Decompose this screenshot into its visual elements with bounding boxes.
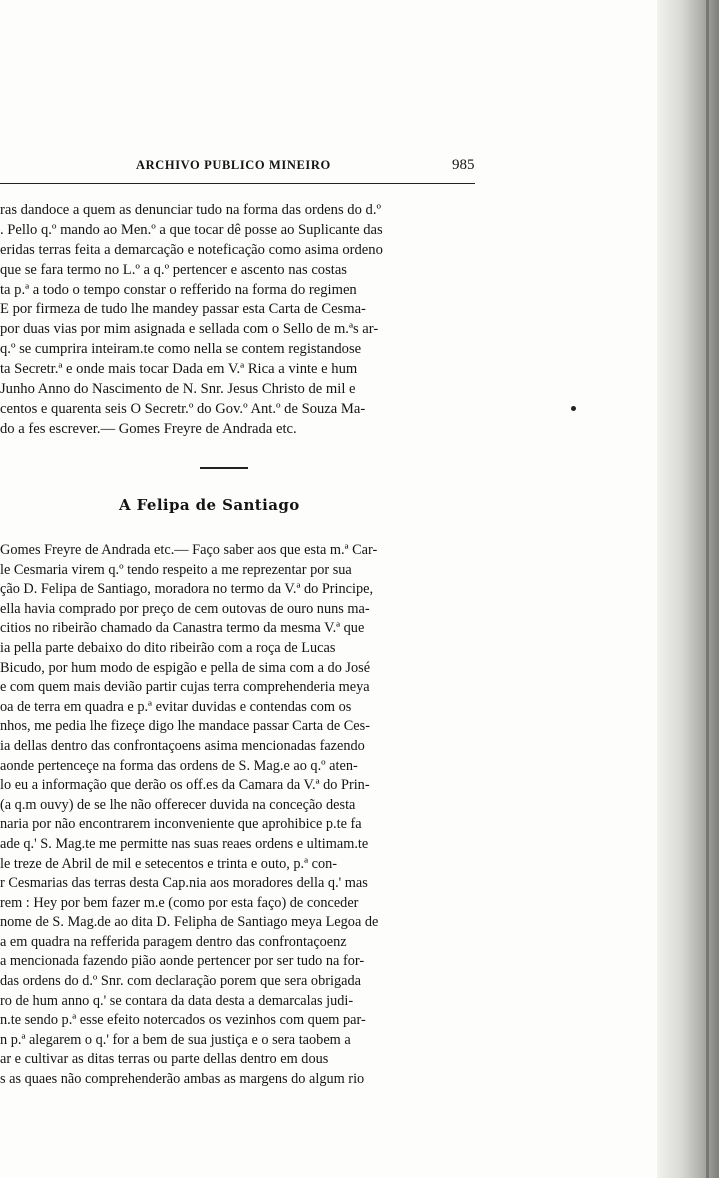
- text-line: nome de S. Mag.de ao dita D. Felipha de Santiago meya Legoa de: [0, 914, 379, 931]
- running-header: [0, 158, 475, 178]
- text-line: (a q.m ouvy) de se lhe não offerecer duvida na conceção desta: [0, 796, 356, 813]
- text-line: rem : Hey por bem fazer m.e (como por esta faço) de conceder: [0, 894, 359, 911]
- text-line: ade q.' S. Mag.te me permitte nas suas reaes ordens e ultimam.te: [0, 835, 369, 852]
- section-divider: [200, 467, 248, 469]
- page-number: 985: [452, 157, 475, 173]
- text-line: nhos, me pedia lhe fizeçe digo lhe mandace passar Carta de Ces-: [0, 718, 370, 735]
- text-line: a mencionada fazendo pião aonde pertencer por ser tudo na for-: [0, 953, 365, 970]
- text-line: centos e quarenta seis O Secretr.º do Gov.º Ant.º de Souza Ma-: [0, 400, 366, 417]
- text-line: r Cesmarias das terras desta Cap.nia aos moradores della q.' mas: [0, 875, 368, 892]
- text-line: a em quadra na refferida paragem dentro das confrontaçoenz: [0, 933, 347, 950]
- text-line: le treze de Abril de mil e setecentos e trinta e outo, p.ª con-: [0, 855, 338, 872]
- text-line: lo eu a informação que derão os off.es da Camara da V.ª do Prin-: [0, 777, 370, 794]
- text-line: n p.ª alegarem o q.' for a bem de sua justiça e o sera taobem a: [0, 1031, 351, 1048]
- book-spine-edge: [706, 0, 709, 1178]
- text-line: que se fara termo no L.º a q.º pertencer e ascento nas costas: [0, 261, 347, 278]
- body-paragraph: [0, 541, 484, 1090]
- text-line: ta p.ª a todo o tempo constar o refferido na forma do regimen: [0, 281, 357, 298]
- text-line: Bicudo, por hum modo de espigão e pella de sima com a do José: [0, 659, 371, 676]
- text-line: s as quaes não comprehenderão ambas as margens do algum rio: [0, 1071, 365, 1088]
- text-line: ro de hum anno q.' se contara da data desta a demarcalas judi-: [0, 992, 354, 1009]
- text-line: por duas vias por mim asignada e sellada com o Sello de m.ªs ar-: [0, 321, 379, 338]
- text-line: eridas terras feita a demarcação e noteficação como asima ordeno: [0, 241, 383, 258]
- text-line: das ordens do d.º Snr. com declaração porem que sera obrigada: [0, 973, 361, 990]
- text-line: ella havia comprado por preço de cem outovas de ouro nuns ma-: [0, 600, 370, 617]
- text-line: le Cesmaria virem q.º tendo respeito a me reprezentar por sua: [0, 561, 352, 578]
- text-line: do a fes escrever.— Gomes Freyre de Andrada etc.: [0, 420, 297, 437]
- text-line: oa de terra em quadra e p.ª evitar duvidas e contendas com os: [0, 698, 352, 715]
- header-title: ARCHIVO PUBLICO MINEIRO: [136, 158, 331, 172]
- text-line: ras dandoce a quem as denunciar tudo na forma das ordens do d.º: [0, 202, 381, 218]
- book-spine-shadow: [657, 0, 719, 1178]
- text-line: . Pello q.º mando ao Men.º a que tocar dê posse ao Suplicante das: [0, 221, 383, 238]
- text-line: E por firmeza de tudo lhe mandey passar esta Carta de Cesma-: [0, 301, 366, 318]
- text-line: ia pella parte debaixo do dito ribeirão com a roça de Lucas: [0, 639, 336, 656]
- ink-speck: [571, 406, 576, 411]
- closing-paragraph: [0, 201, 484, 440]
- text-line: q.º se cumprira inteiram.te como nella se contem registandose: [0, 341, 362, 358]
- text-line: ar e cultivar as ditas terras ou parte dellas dentro em dous: [0, 1051, 329, 1068]
- text-line: e com quem mais devião partir cujas terra comprehenderia meya: [0, 679, 370, 696]
- header-rule: [0, 183, 475, 184]
- text-line: citios no ribeirão chamado da Canastra termo da mesma V.ª que: [0, 620, 365, 637]
- section-heading: A Felipa de Santiago: [119, 496, 300, 514]
- text-line: ia dellas dentro das confrontaçoens asima mencionadas fazendo: [0, 737, 365, 754]
- text-line: n.te sendo p.ª esse efeito notercados os vezinhos com quem par-: [0, 1012, 366, 1029]
- text-line: aonde pertenceçe na forma das ordens de S. Mag.e ao q.º aten-: [0, 757, 358, 774]
- text-line: naria por não encontrarem inconveniente que aprohibice p.te fa: [0, 816, 362, 833]
- text-line: ta Secretr.ª e onde mais tocar Dada em V.ª Rica a vinte e hum: [0, 361, 358, 378]
- text-line: Gomes Freyre de Andrada etc.— Faço saber aos que esta m.ª Car-: [0, 542, 378, 558]
- text-line: Junho Anno do Nascimento de N. Snr. Jesus Christo de mil e: [0, 381, 356, 398]
- text-line: ção D. Felipa de Santiago, moradora no termo da V.ª do Principe,: [0, 581, 374, 598]
